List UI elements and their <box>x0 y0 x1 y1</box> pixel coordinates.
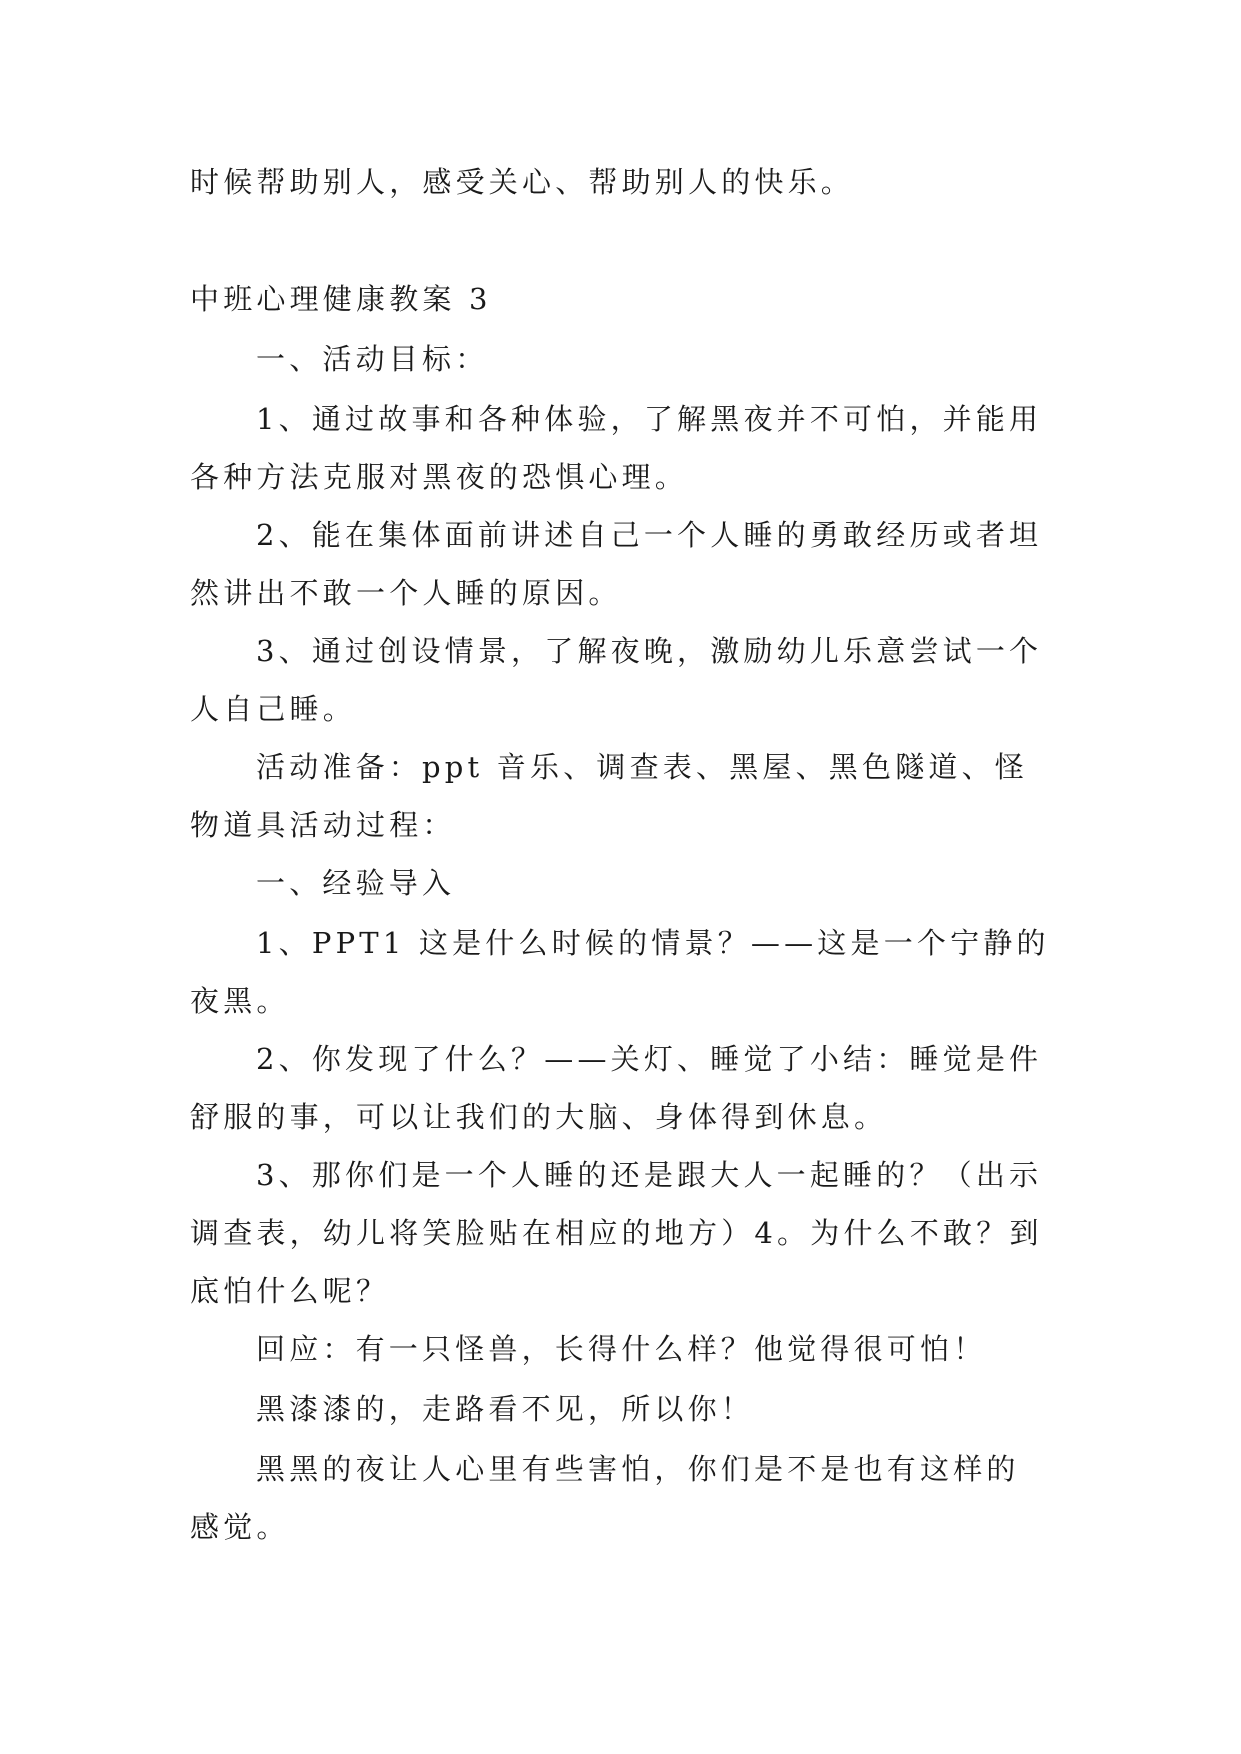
step-2-paragraph: 2、你发现了什么？——关灯、睡觉了小结：睡觉是件舒服的事，可以让我们的大脑、身体得到休息。 <box>190 1042 1043 1134</box>
section-title: 中班心理健康教案 3 <box>190 282 492 316</box>
step-1-paragraph: 1、PPT1 这是什么时候的情景？——这是一个宁静的夜黑。 <box>190 926 1050 1018</box>
heading-goals: 一、活动目标： <box>256 342 489 376</box>
heading-intro: 一、经验导入 <box>256 866 456 900</box>
step-3-paragraph: 3、那你们是一个人睡的还是跟大人一起睡的？（出示调查表，幼儿将笑脸贴在相应的地方）4。为什么不敢？到底怕什么呢？ <box>190 1158 1043 1308</box>
preparation-paragraph: 活动准备：ppt 音乐、调查表、黑屋、黑色隧道、怪物道具活动过程： <box>190 750 1029 842</box>
response-3-paragraph: 黑黑的夜让人心里有些害怕，你们是不是也有这样的感觉。 <box>190 1452 1020 1544</box>
goal-2-paragraph: 2、能在集体面前讲述自己一个人睡的勇敢经历或者坦然讲出不敢一个人睡的原因。 <box>190 518 1043 610</box>
goal-1-paragraph: 1、通过故事和各种体验，了解黑夜并不可怕，并能用各种方法克服对黑夜的恐惧心理。 <box>190 402 1043 494</box>
continuation-paragraph: 时候帮助别人，感受关心、帮助别人的快乐。 <box>190 165 855 199</box>
goal-3-paragraph: 3、通过创设情景，了解夜晚，激励幼儿乐意尝试一个人自己睡。 <box>190 634 1043 726</box>
response-1-paragraph: 回应：有一只怪兽，长得什么样？他觉得很可怕！ <box>256 1332 987 1366</box>
response-2-paragraph: 黑漆漆的，走路看不见，所以你！ <box>256 1392 755 1426</box>
